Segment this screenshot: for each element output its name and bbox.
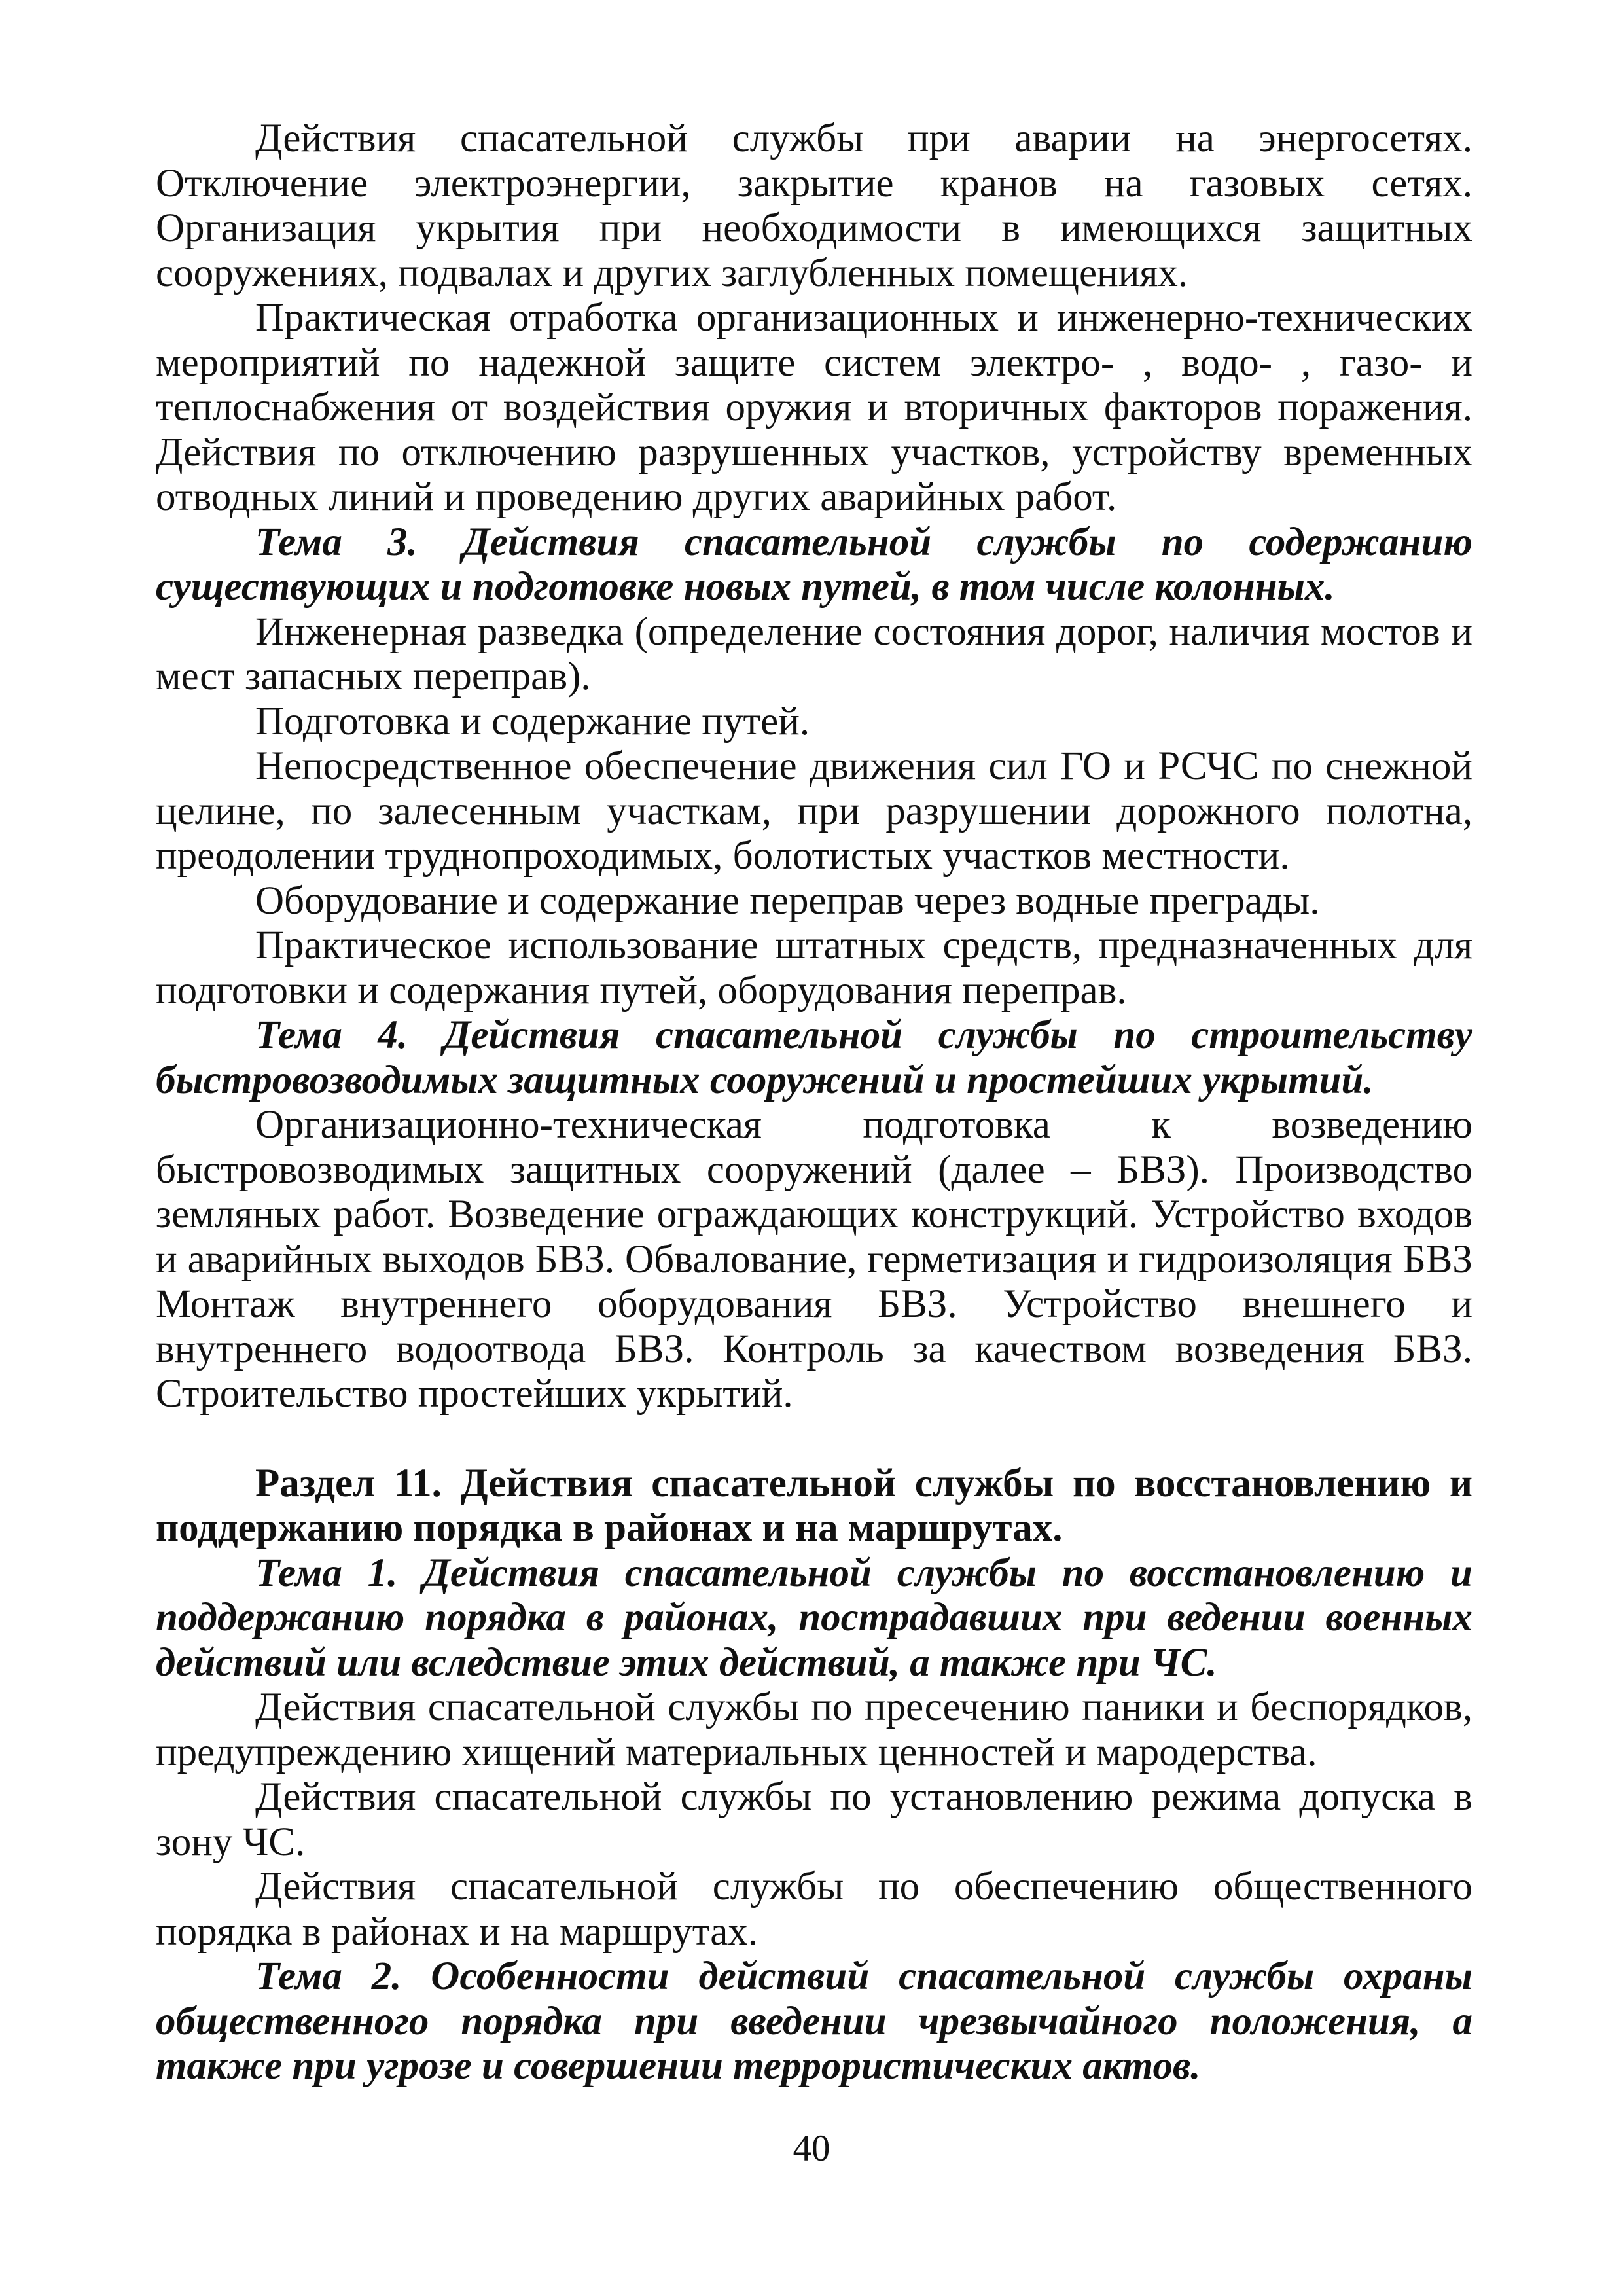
document-page [156,117,1472,2089]
section-11-heading: Раздел 11. Действия спасательной службы по восстановлению и поддержанию порядка в районах и на маршрутах. [156,1461,1472,1550]
page-number: 40 [793,2128,830,2169]
paragraph-energy-accident: Действия спасательной службы при аварии на энергосетях. Отключение электроэнергии, закрытие кранов на газовых сетях. Организация укрытия при необходимости в имеющихся защитных сооружениях, подвалах и других заглубленных помещениях. [156,117,1472,295]
paragraph-road-preparation: Подготовка и содержание путей. [255,699,810,744]
paragraph-panic-suppression: Действия спасательной службы по пресечению паники и беспорядков, предупреждению хищений материальных ценностей и мародерства. [156,1685,1472,1774]
paragraph-public-order: Действия спасательной службы по обеспечению общественного порядка в районах и на маршрутах. [156,1865,1472,1954]
paragraph-bvz-construction: Организационно-техническая подготовка к возведению быстровозводимых защитных сооружений (далее – БВЗ). Производство земляных работ. Возведение ограждающих конструкций. Устройство входов и аварийных выходов БВЗ. Обвалование, герметизация и гидроизоляция БВЗ Монтаж внутреннего оборудования БВЗ. Устройство внешнего и внутреннего водоотвода БВЗ. Контроль за качеством возведения БВЗ. Строительство простейших укрытий. [156,1103,1472,1416]
paragraph-movement-support: Непосредственное обеспечение движения сил ГО и РСЧС по снежной целине, по залесенным участкам, при разрушении дорожного полотна, преодолении труднопроходимых, болотистых участков местности. [156,744,1472,878]
topic-3-heading: Тема 3. Действия спасательной службы по содержанию существующих и подготовке новых путей, в том числе колонных. [156,520,1472,609]
topic-4-heading: Тема 4. Действия спасательной службы по строительству быстровозводимых защитных сооружений и простейших укрытий. [156,1013,1472,1102]
section-11-topic-1-heading: Тема 1. Действия спасательной службы по восстановлению и поддержанию порядка в районах, пострадавших при ведении военных действий или вследствие этих действий, а также при ЧС. [156,1551,1472,1685]
paragraph-practical-engineering: Практическая отработка организационных и инженерно-технических мероприятий по надежной защите систем электро- , водо- , газо- и теплоснабжения от воздействия оружия и вторичных факторов поражения. Действия по отключению разрушенных участков, устройству временных отводных линий и проведению других аварийных работ. [156,296,1472,519]
paragraph-engineering-reconnaissance: Инженерная разведка (определение состояния дорог, наличия мостов и мест запасных переправ). [156,609,1472,698]
paragraph-crossings: Оборудование и содержание переправ через водные преграды. [255,878,1320,923]
paragraph-access-regime: Действия спасательной службы по установлению режима допуска в зону ЧС. [156,1775,1472,1864]
paragraph-standard-means: Практическое использование штатных средств, предназначенных для подготовки и содержания путей, оборудования переправ. [156,924,1472,1013]
section-11-topic-2-heading: Тема 2. Особенности действий спасательной службы охраны общественного порядка при введении чрезвычайного положения, а также при угрозе и совершении террористических актов. [156,1954,1472,2088]
